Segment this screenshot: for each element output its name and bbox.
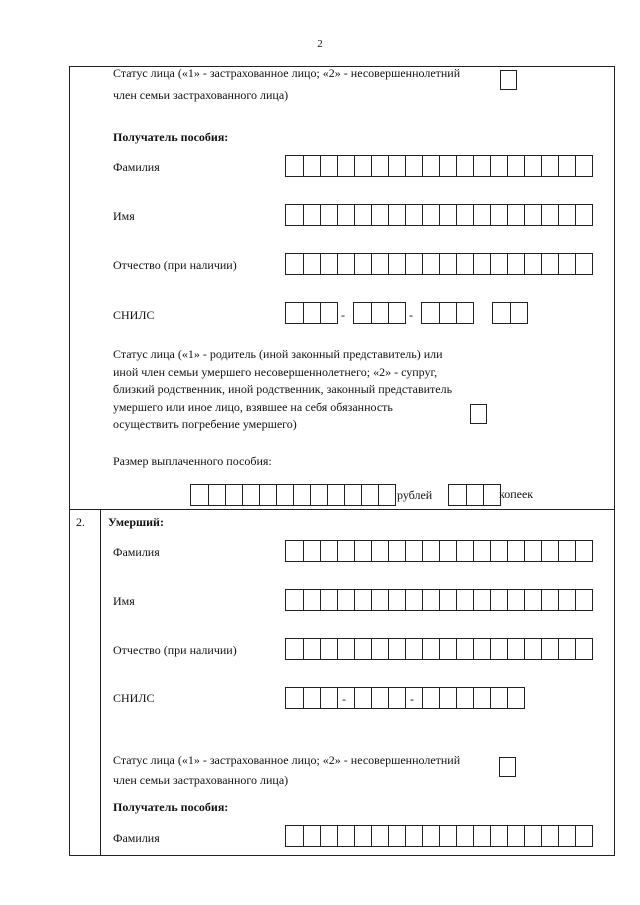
kopecks-label: копеек (499, 487, 534, 501)
number-column-divider (100, 509, 101, 856)
status-parent-line5: осуществить погребение умершего) (113, 417, 297, 431)
deceased-snils-dash-2: - (410, 692, 414, 706)
deceased-patronymic-label: Отчество (при наличии) (113, 643, 237, 657)
snils-dash-2: - (409, 308, 413, 322)
recipient-name-label: Имя (113, 209, 135, 223)
recipient-snils-cells-1[interactable] (285, 302, 338, 324)
recipient-snils-cells-2[interactable] (353, 302, 406, 324)
recipient-name-cells[interactable] (285, 204, 593, 226)
status-parent-box[interactable] (470, 404, 487, 424)
recipient-2-surname-cells[interactable] (285, 825, 593, 847)
status-insured-line1: Статус лица («1» - застрахованное лицо; «2» - несовершеннолетний (113, 66, 461, 80)
recipient-patronymic-label: Отчество (при наличии) (113, 258, 237, 272)
recipient-snils-cells-4[interactable] (492, 302, 528, 324)
status-parent-line2: иной член семьи умершего несовершеннолетнего; «2» - супруг, (113, 365, 438, 379)
deceased-name-cells[interactable] (285, 589, 593, 611)
status-parent-line3: близкий родственник, иной родственник, законный представитель (113, 382, 453, 396)
status-insured-2-line2: член семьи застрахованного лица) (113, 773, 289, 787)
deceased-heading: Умерший: (108, 515, 164, 529)
recipient-heading: Получатель пособия: (113, 130, 229, 144)
deceased-snils-cells[interactable] (285, 687, 525, 709)
recipient-snils-label: СНИЛС (113, 308, 155, 322)
recipient-patronymic-cells[interactable] (285, 253, 593, 275)
deceased-surname-label: Фамилия (113, 545, 160, 559)
rubles-label: рублей (397, 488, 433, 502)
payment-label: Размер выплаченного пособия: (113, 454, 272, 468)
recipient-surname-cells[interactable] (285, 155, 593, 177)
deceased-name-label: Имя (113, 594, 135, 608)
deceased-snils-dash-1: - (342, 692, 346, 706)
payment-kopecks-cells[interactable] (448, 484, 501, 506)
deceased-surname-cells[interactable] (285, 540, 593, 562)
recipient-surname-label: Фамилия (113, 160, 160, 174)
section-2-number: 2. (76, 515, 85, 529)
deceased-snils-label: СНИЛС (113, 691, 155, 705)
status-insured-line2: член семьи застрахованного лица) (113, 88, 289, 102)
payment-rubles-cells[interactable] (190, 484, 396, 506)
recipient-2-heading: Получатель пособия: (113, 800, 229, 814)
page-number: 2 (317, 38, 323, 50)
recipient-2-surname-label: Фамилия (113, 831, 160, 845)
recipient-snils-cells-3[interactable] (421, 302, 474, 324)
section-divider (69, 509, 615, 510)
status-insured-box[interactable] (500, 70, 517, 90)
deceased-patronymic-cells[interactable] (285, 638, 593, 660)
status-parent-line1: Статус лица («1» - родитель (иной законный представитель) или (113, 347, 443, 361)
status-insured-2-line1: Статус лица («1» - застрахованное лицо; «2» - несовершеннолетний (113, 753, 461, 767)
status-parent-line4: умершего или иное лицо, взявшее на себя обязанность (113, 400, 393, 414)
status-insured-2-box[interactable] (499, 757, 516, 777)
snils-dash-1: - (341, 308, 345, 322)
